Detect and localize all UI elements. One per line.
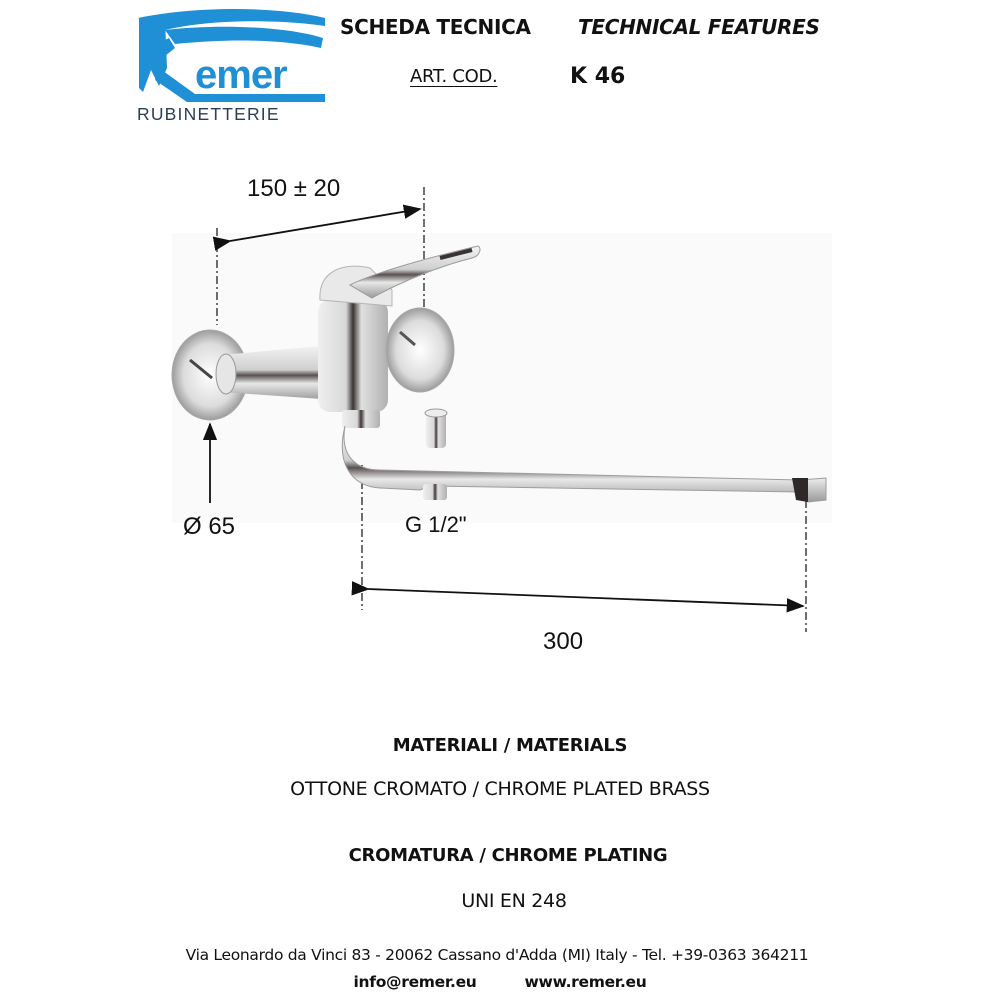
logo-tagline: RUBINETTERIE — [137, 104, 280, 124]
footer-contacts — [0, 973, 1000, 991]
title-italian: SCHEDA TECNICA — [340, 15, 531, 39]
dimension-flange-diameter: Ø 65 — [183, 513, 236, 540]
plating-heading: CROMATURA / CHROME PLATING — [348, 845, 668, 866]
technical-drawing — [0, 160, 1000, 660]
materials-value: OTTONE CROMATO / CHROME PLATED BRASS — [290, 778, 710, 800]
plating-value: UNI EN 248 — [461, 890, 567, 912]
dimension-arrow-spout-length — [368, 589, 803, 606]
website-link[interactable]: www.remer.eu — [524, 973, 647, 991]
materials-heading: MATERIALI / MATERIALS — [392, 735, 628, 756]
dimension-connection: G 1/2" — [405, 512, 467, 537]
dimension-spout-length: 300 — [543, 628, 584, 655]
footer-address: Via Leonardo da Vinci 83 - 20062 Cassano d'Adda (MI) Italy - Tel. +39-0363 364211 — [185, 946, 809, 964]
title-english: TECHNICAL FEATURES — [578, 15, 820, 39]
email-link[interactable]: info@remer.eu — [353, 973, 477, 991]
article-code-label: ART. COD. — [410, 66, 498, 87]
logo-wordmark: emer — [195, 53, 287, 97]
dimension-wall-distance: 150 ± 20 — [247, 175, 341, 202]
article-code-value: K 46 — [570, 64, 626, 89]
